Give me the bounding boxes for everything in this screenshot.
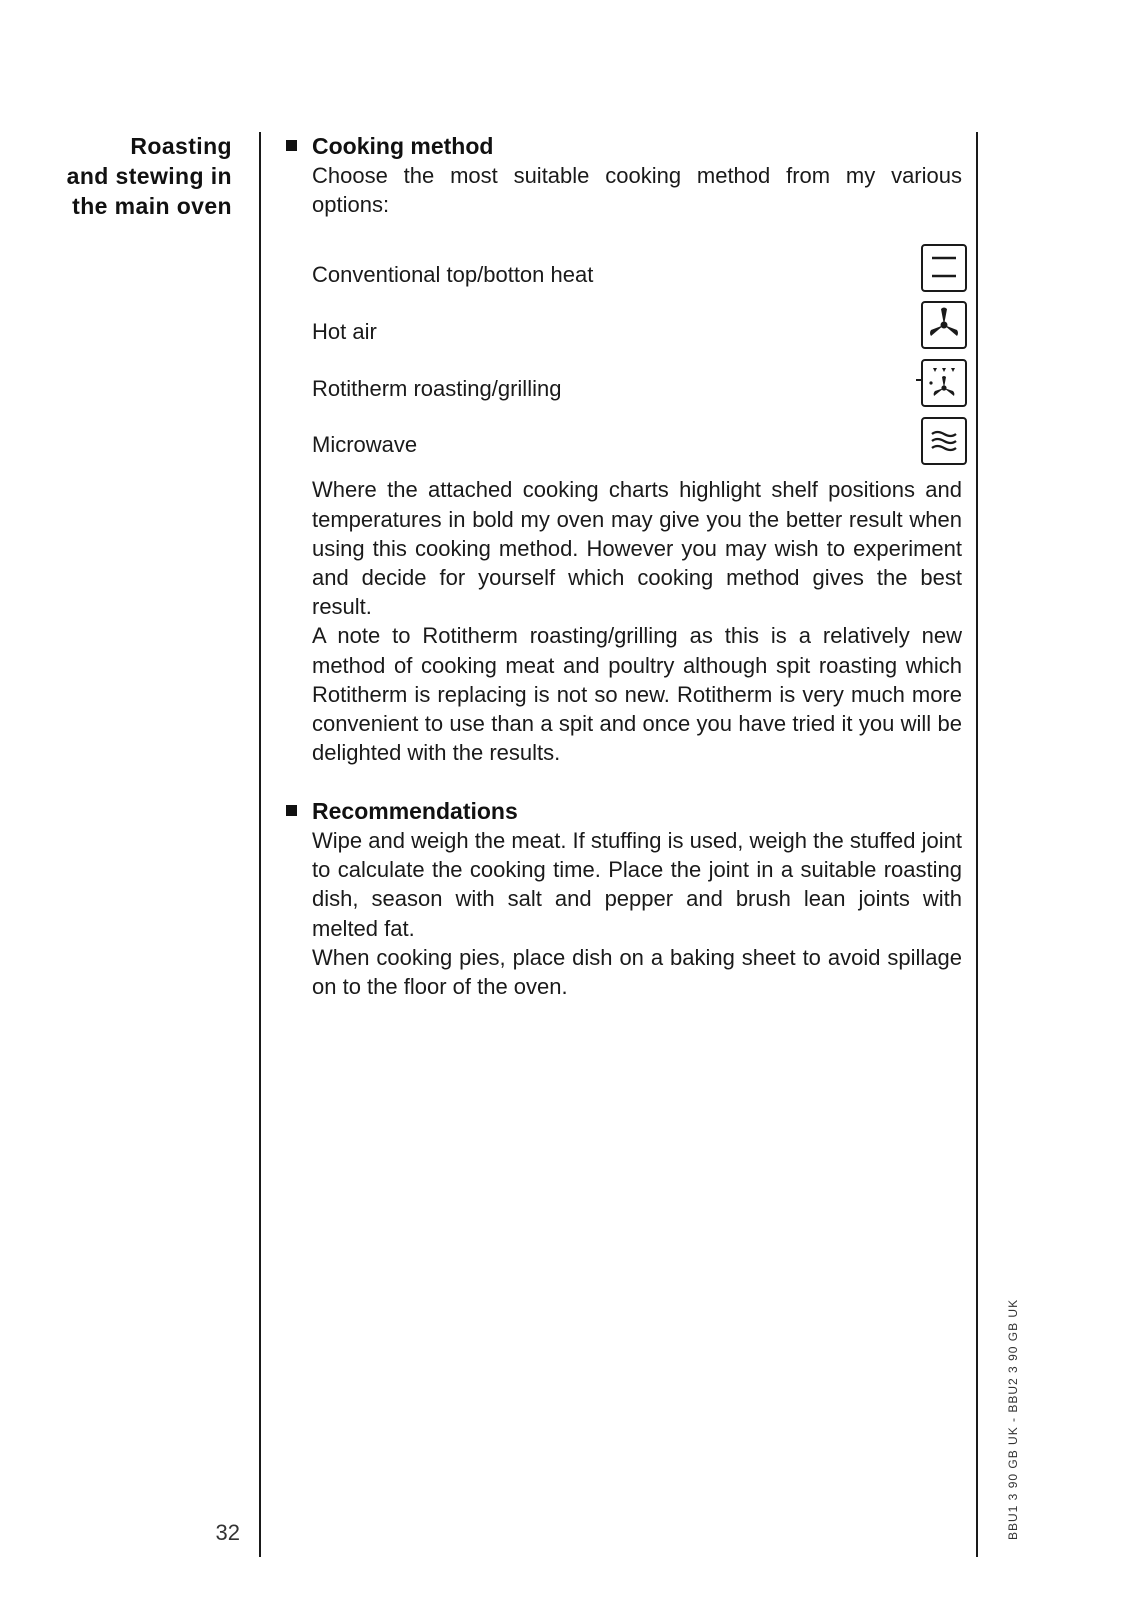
right-divider (976, 132, 978, 1557)
method-label-microwave: Microwave (312, 432, 418, 458)
method-label-conventional: Conventional top/botton heat (312, 262, 594, 288)
sidebar-title-line: Roasting (130, 133, 232, 159)
sidebar-title-line: the main oven (72, 193, 232, 219)
left-divider (259, 132, 261, 1557)
square-bullet-icon (286, 140, 297, 151)
method-label-rotitherm: Rotitherm roasting/grilling (312, 376, 562, 402)
page-number: 32 (215, 1520, 240, 1545)
section-heading (286, 131, 962, 161)
cooking-method-paragraph: Where the attached cooking charts highlight shelf positions and temperatures in bold my oven may give you the better result when using this cooking method. However you may wish to experiment and decide for yourself which cooking method gives the best result. (312, 477, 962, 620)
recommendations-heading: Recommendations (312, 798, 518, 824)
sidebar-title (20, 131, 232, 221)
method-list (286, 231, 962, 458)
recommendations-paragraph: When cooking pies, place dish on a baking sheet to avoid spillage on to the floor of the oven. (312, 944, 962, 1000)
method-label-hot-air: Hot air (312, 319, 377, 345)
document-code: BBU1 3 90 GB UK - BBU2 3 90 GB UK (1006, 1298, 1020, 1540)
fan-icon (921, 301, 967, 349)
square-bullet-icon (286, 805, 297, 816)
cooking-method-heading: Cooking method (312, 133, 494, 159)
cooking-method-intro: Choose the most suitable cooking method from my various options: (312, 163, 962, 218)
section-heading (286, 796, 962, 826)
recommendations-paragraph: Wipe and weigh the meat. If stuffing is used, weigh the stuffed joint to calculate the cooking time. Place the joint in a suitable roasting dish, season with salt and pepper and brush lean joints with melted fat. (312, 828, 962, 941)
microwave-waves-icon (921, 417, 967, 465)
top-bottom-heat-icon (921, 244, 967, 292)
cooking-method-section (286, 131, 962, 767)
sidebar-title-line: and stewing in (66, 163, 232, 189)
recommendations-section (286, 796, 962, 1001)
rotitherm-icon (921, 359, 967, 407)
cooking-method-paragraph: A note to Rotitherm roasting/grilling as this is a relatively new method of cooking meat and poultry although spit roasting which Rotitherm is replacing is not so new. Rotitherm is very much more convenient to use than a spit and once you have tried it you will be delighted with the results. (312, 623, 962, 766)
